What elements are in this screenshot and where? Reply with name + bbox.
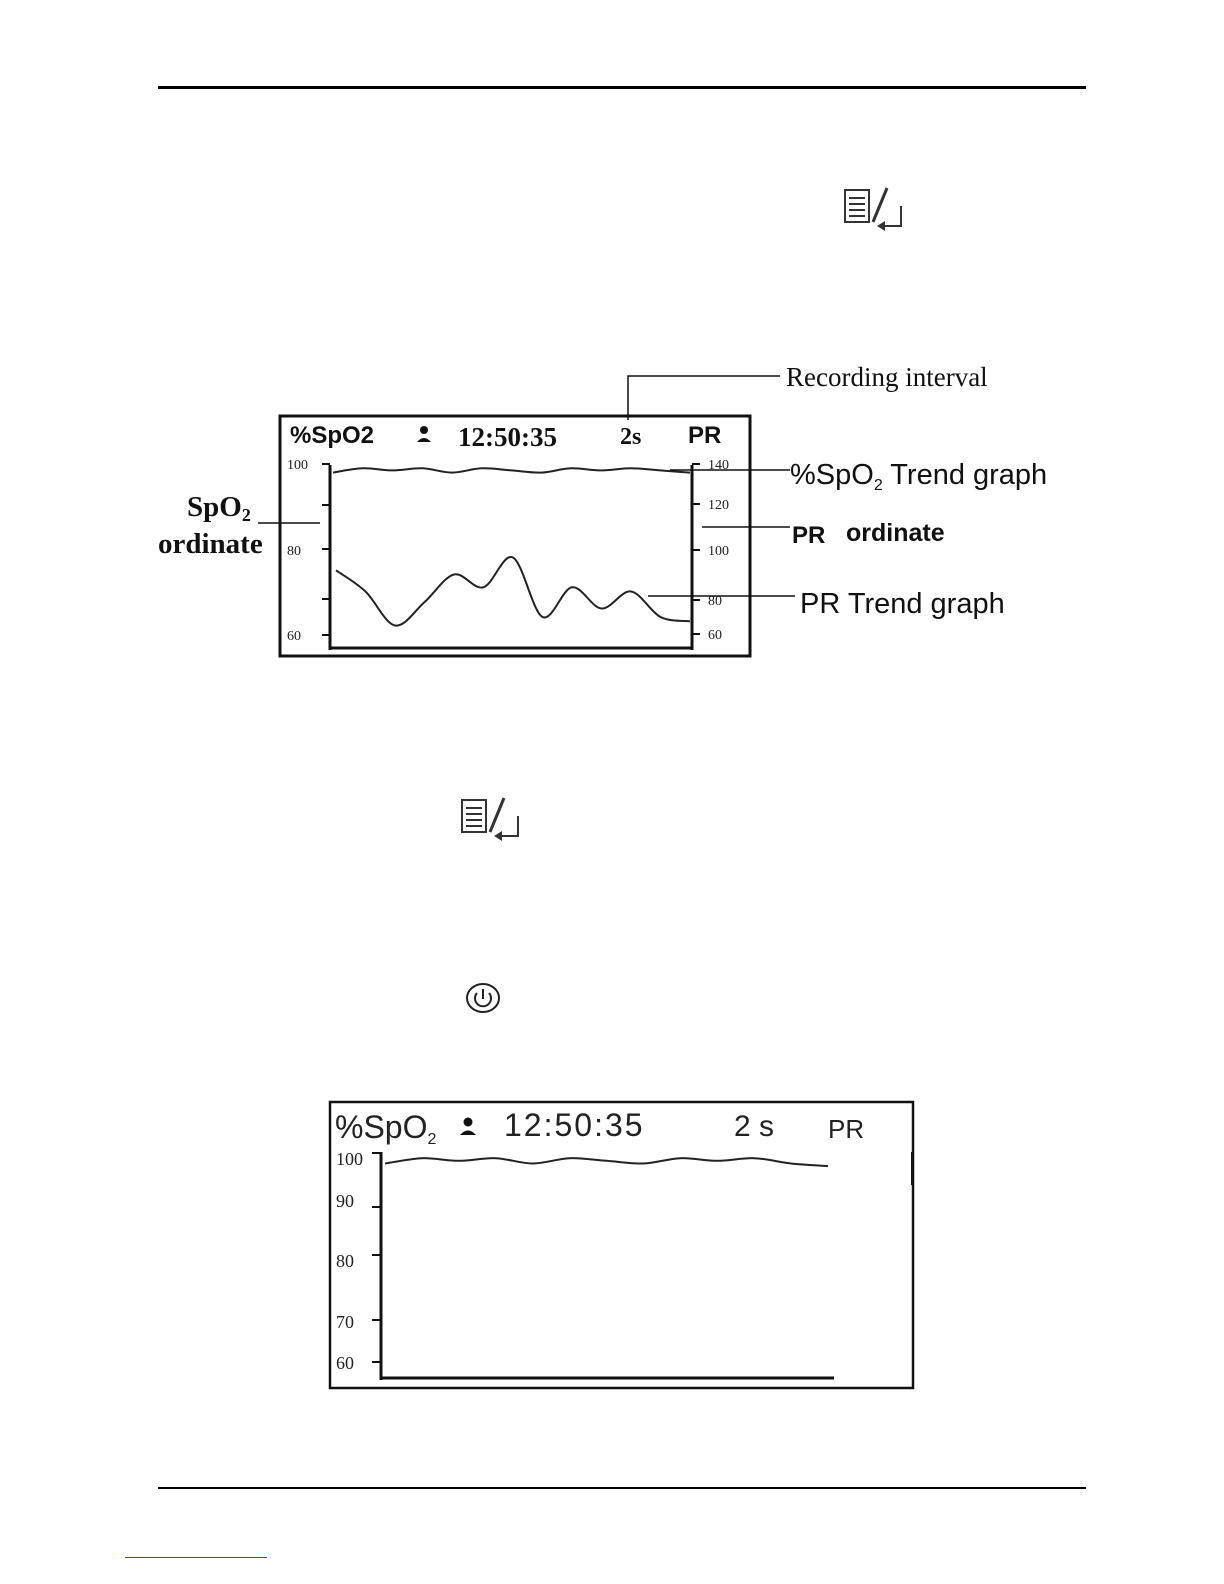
callout-spo2-trend: %SpO$_2$ Trend graph <box>790 459 1048 494</box>
person-icon <box>460 1118 476 1136</box>
person-icon <box>417 426 431 442</box>
fig1-right-tick-80: 80 <box>708 594 722 609</box>
fig2-tick-100: 100 <box>336 1149 363 1169</box>
fig2-spo2-trend-line <box>385 1158 828 1166</box>
fig2-tick-60: 60 <box>336 1353 354 1373</box>
record-icon <box>460 796 524 842</box>
footer-rule <box>158 1487 1086 1489</box>
fig1-pr: PR <box>688 422 722 449</box>
fig1-right-tick-140: 140 <box>708 458 729 473</box>
figure1-chart <box>0 0 1224 700</box>
callout-spo2-ordinate-line2: ordinate <box>158 528 263 560</box>
power-icon <box>465 982 501 1014</box>
fig1-right-tick-120: 120 <box>708 498 729 513</box>
fig2-time: 12:50:35 <box>504 1107 645 1143</box>
callout-pr-ordinate-a: PR <box>792 522 826 549</box>
fig1-right-tick-60: 60 <box>708 628 722 643</box>
fig2-param: %SpO2 <box>335 1109 437 1148</box>
callout-recording-interval: Recording interval <box>786 362 988 392</box>
fig2-interval: 2 s <box>734 1110 775 1143</box>
fig1-param: %SpO2 <box>290 422 375 449</box>
footer-link-underline <box>125 1557 267 1558</box>
fig1-left-tick-60: 60 <box>287 629 301 644</box>
fig2-tick-80: 80 <box>336 1251 354 1271</box>
figure2-chart <box>0 1090 1224 1400</box>
fig1-left-tick-100: 100 <box>287 458 308 473</box>
callout-pr-ordinate-b: ordinate <box>846 519 945 547</box>
callout-pr-trend: PR Trend graph <box>800 588 1005 620</box>
callout-recording-interval-line <box>628 376 780 420</box>
fig2-pr: PR <box>828 1114 865 1144</box>
fig1-right-tick-100: 100 <box>708 544 729 559</box>
fig1-time: 12:50:35 <box>458 422 557 452</box>
fig1-interval: 2s <box>620 424 642 450</box>
fig1-spo2-trend-line <box>333 468 690 472</box>
fig1-left-tick-80: 80 <box>287 544 301 559</box>
fig2-tick-70: 70 <box>336 1312 354 1332</box>
fig2-tick-90: 90 <box>336 1191 354 1211</box>
fig1-pr-trend-line <box>336 557 690 626</box>
callout-spo2-ordinate-line1: SpO2 <box>187 491 251 525</box>
